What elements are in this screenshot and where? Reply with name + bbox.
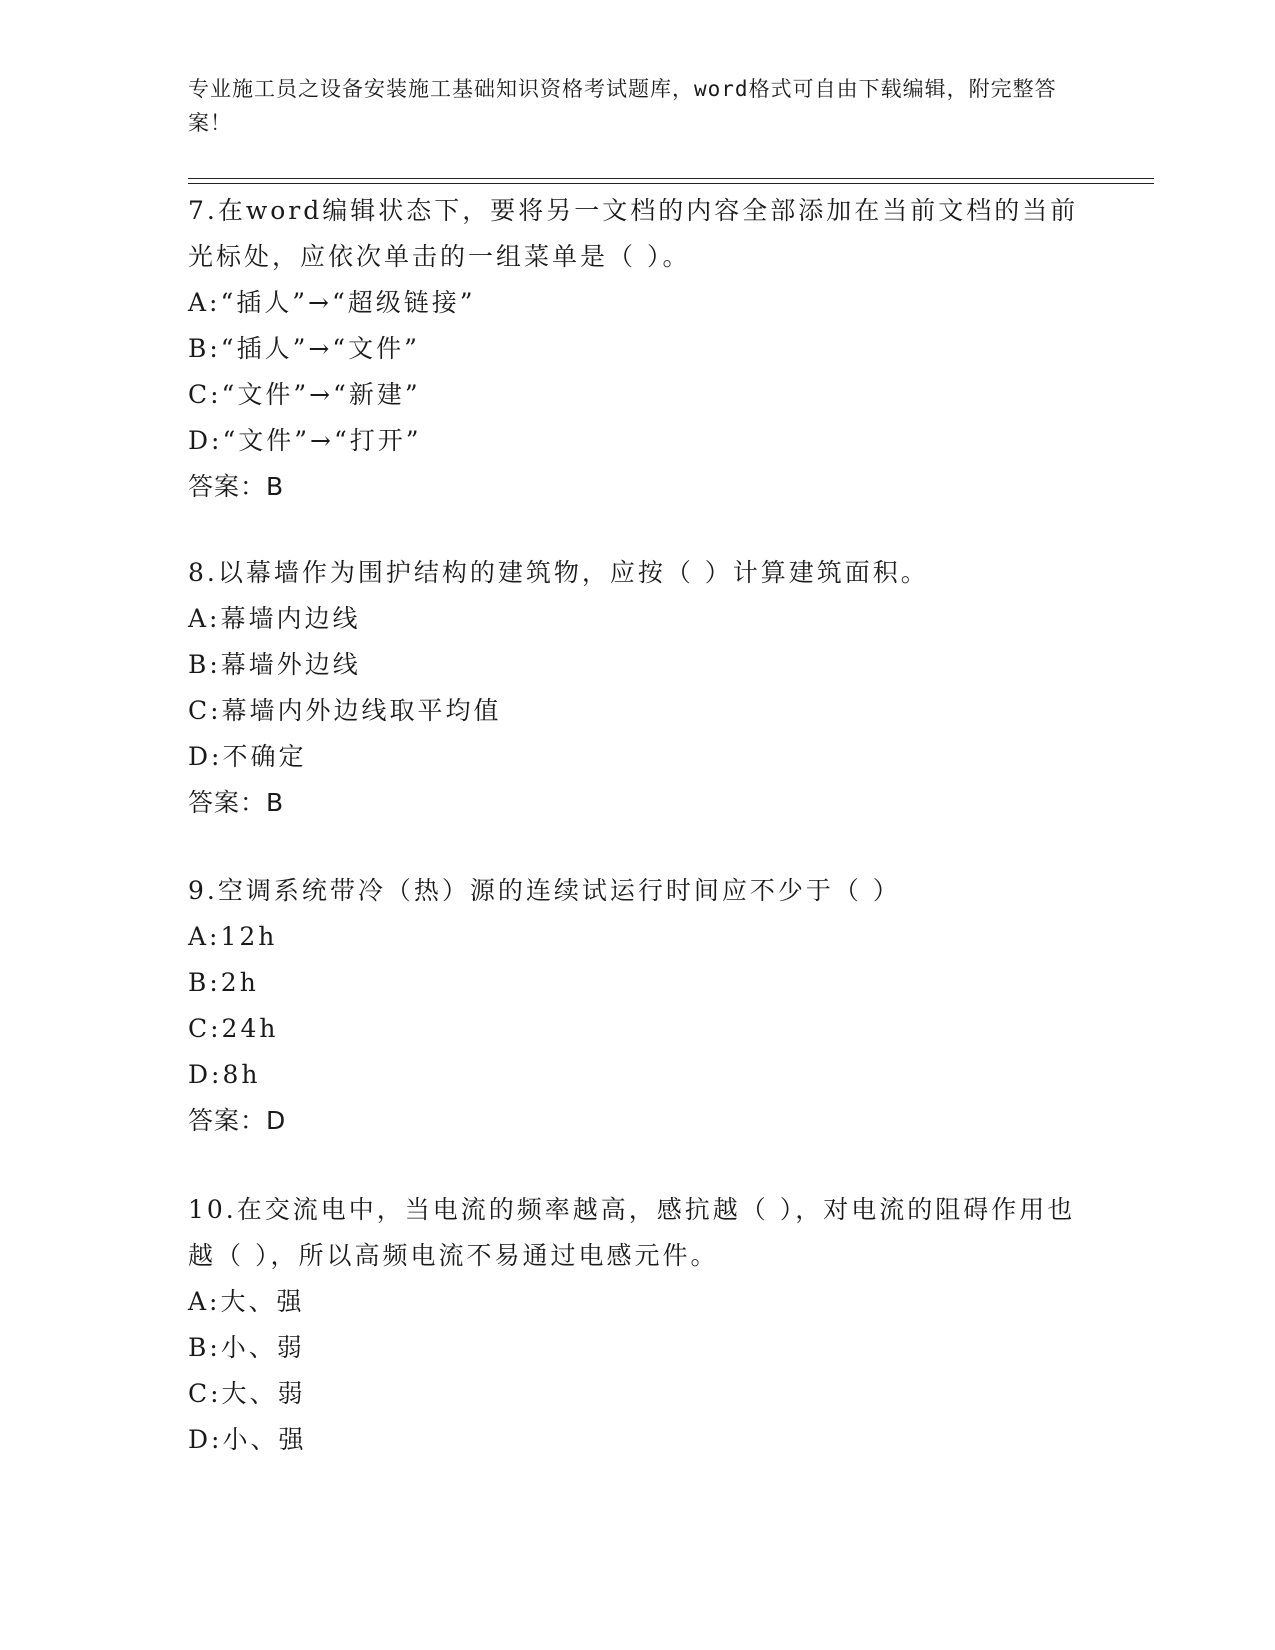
option-c: C:24h [188, 1014, 279, 1043]
answer-line: 答案：D [188, 1106, 287, 1135]
option-c: C:幕墙内外边线取平均值 [188, 696, 502, 725]
option-b: B:幕墙外边线 [188, 650, 361, 679]
option-b: B:2h [188, 968, 259, 997]
option-b: B:“插人”→“文件” [188, 334, 420, 363]
question-text: 8.以幕墙作为围护结构的建筑物，应按（ ）计算建筑面积。 [188, 558, 929, 587]
question-9 [188, 868, 1088, 1144]
question-10 [188, 1187, 1088, 1463]
document-header: 专业施工员之设备安装施工基础知识资格考试题库，word格式可自由下载编辑，附完整答案！ [188, 77, 1057, 135]
option-c: C:大、弱 [188, 1379, 306, 1408]
option-d: D:8h [188, 1060, 261, 1089]
header-divider-top [188, 178, 1154, 179]
answer-line: 答案：B [188, 472, 285, 501]
option-a: A:12h [188, 922, 278, 951]
header-divider-bottom [188, 183, 1154, 184]
question-text: 10.在交流电中，当电流的频率越高，感抗越（ ），对电流的阻碍作用也越（ ），所以高频电流不易通过电感元件。 [188, 1195, 1076, 1270]
option-d: D:小、强 [188, 1425, 307, 1454]
option-d: D:不确定 [188, 742, 307, 771]
option-b: B:小、弱 [188, 1333, 305, 1362]
option-a: A:大、强 [188, 1287, 305, 1316]
answer-line: 答案：B [188, 788, 285, 817]
question-8 [188, 550, 1088, 826]
option-d: D:“文件”→“打开” [188, 426, 422, 455]
option-c: C:“文件”→“新建” [188, 380, 421, 409]
option-a: A:幕墙内边线 [188, 604, 361, 633]
question-text: 9.空调系统带冷（热）源的连续试运行时间应不少于（ ） [188, 876, 901, 905]
question-text: 7.在word编辑状态下，要将另一文档的内容全部添加在当前文档的当前光标处，应依次单击的一组菜单是（ ）。 [188, 196, 1079, 271]
question-7 [188, 188, 1088, 510]
option-a: A:“插人”→“超级链接” [188, 288, 476, 317]
